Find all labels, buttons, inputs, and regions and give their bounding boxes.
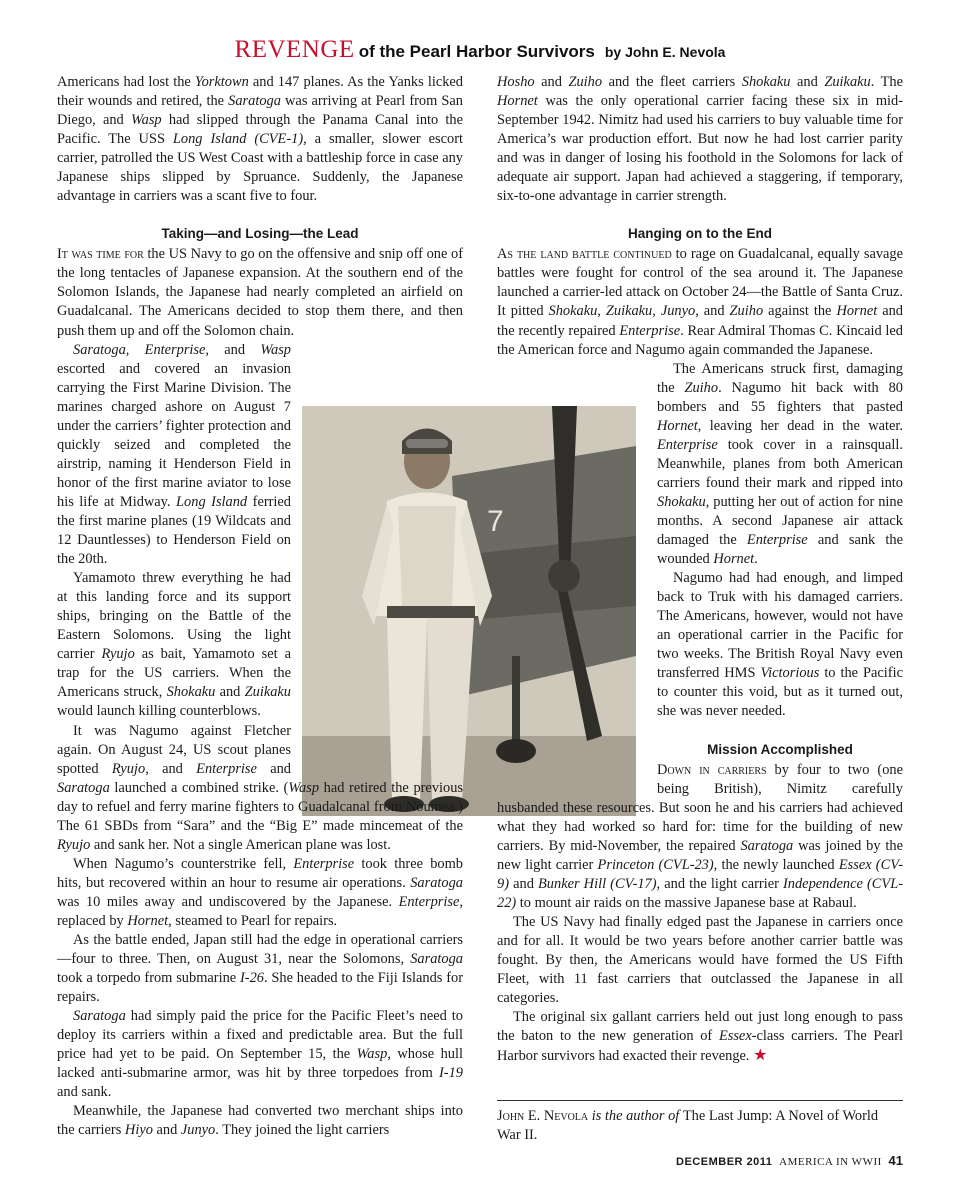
italic-title: Hornet (657, 417, 698, 434)
italic-title: Saratoga (73, 341, 126, 358)
right-paragraph-4: Nagumo had had enough, and limped back to Truk with his damaged carriers. The Americans, however, would not have an operational carrier in the Pacific for two weeks. The British Royal Navy even transferred HMS Victorious to the Pacific to counter this void, but as it turned out, she was never needed. (657, 570, 903, 720)
headline-revenge: REVENGE (234, 36, 355, 63)
italic-title: Bunker Hill (CV-17) (538, 875, 657, 892)
italic-title: Ryujo (111, 760, 146, 777)
footer-magazine: AMERICA IN WWII (779, 1156, 882, 1168)
italic-title: Princeton (CVL-23) (597, 856, 714, 873)
svg-text:7: 7 (487, 505, 504, 538)
italic-title: Long Island (CVE-1) (172, 131, 304, 148)
italic-title: Essex (CV-9) (497, 856, 903, 892)
italic-title: Enterprise (657, 436, 718, 453)
right-paragraph-2-body: to rage on Guadalcanal, equally savage battles were fought for control of the sea around it. The Japanese launched a carrier-led attack on October 24—the Battle of Santa Cruz. It pitted Shokaku, Zuikaku, Junyo, and Zuiho against the Hornet and the recently repaired Enterprise. Rear Admiral Thomas C. Kincaid led the American force and Nagumo again commanded the Japanese. (497, 246, 904, 358)
italic-title: Enterprise (746, 532, 808, 549)
italic-title: Saratoga (57, 779, 110, 796)
italic-title: Zuikaku (605, 303, 653, 320)
bio-book: The Last Jump: A Novel of World War II. (497, 1108, 879, 1143)
page-number: 41 (888, 1153, 903, 1168)
italic-title: Shokaku (741, 74, 791, 90)
section-heading-taking-and-losing: Taking—and Losing—the Lead (161, 226, 359, 242)
italic-title: Shokaku (166, 684, 216, 701)
italic-title: Hosho (497, 74, 535, 90)
italic-title: Enterprise (144, 341, 206, 358)
italic-title: Junyo (660, 303, 696, 320)
italic-title: Enterprise (293, 855, 355, 872)
italic-title: Yorktown (194, 74, 249, 90)
left-paragraph-8: Saratoga had simply paid the price for the Pacific Fleet’s need to deploy its carriers within a fixed and predictable area. But the full price had yet to be paid. On September 15, the Wasp, whose hull lacked anti-submarine armor, was hit by three torpedoes from I-19 and sank. (57, 1008, 464, 1101)
italic-title: Hornet (497, 93, 538, 110)
headline-subtitle: of the Pearl Harbor Survivors (358, 42, 595, 61)
italic-title: Wasp (288, 779, 320, 796)
italic-title: I-26 (239, 970, 264, 987)
italic-title: Independence (CVL-22) (497, 875, 903, 911)
section-heading-hanging-on: Hanging on to the End (628, 226, 772, 242)
right-paragraph-5 (497, 761, 903, 913)
italic-title: Enterprise (398, 893, 460, 910)
left-paragraph-9: Meanwhile, the Japanese had converted two merchant ships into the carriers Hiyo and Junyo. They joined the light carriers (57, 1103, 463, 1139)
italic-title: Shokaku (548, 303, 598, 320)
lead-in: As the land battle continued (497, 246, 672, 263)
italic-title: Zuikaku (244, 684, 291, 701)
left-paragraph-4: Yamamoto threw everything he had at this landing force and its support ships, bringing on the Battle of the Eastern Solomons. Using the light carrier Ryujo as bait, Yamamoto set a trap for the US carriers. When the Americans struck, Shokaku and Zuikaku would launch killing counterblows. (57, 570, 291, 720)
byline: by John E. Nevola (604, 44, 726, 60)
article-header (0, 36, 960, 64)
italic-title: Enterprise (196, 760, 257, 777)
right-paragraph-5-body: by four to two (one being British), Nimitz carefully husbanded these resources. But soon he and his carriers had achieved what they had worked so hard for: time for the building of new carriers. By mid-November, the repaired Saratoga was joined by the new light carrier Princeton (CVL-23), the newly launched Essex (CV-9) and Bunker Hill (CV-17), and the light carrier Independence (CVL-22) to mount air raids on the massive Japanese base at Rabaul. (497, 761, 903, 911)
italic-title: Saratoga (410, 874, 463, 891)
left-paragraph-5: It was Nagumo against Fletcher again. On August 24, US scout planes spotted Ryujo, and Enterprise and Saratoga launched a combined strike. (Wasp had retired the previous day to refuel and ferry marine fighters to Guadalcanal from Noumea.) The 61 SBDs from “Sara” and the “Big E” made mincemeat of the Ryujo and sank her. Not a single American plane was lost. (57, 722, 464, 853)
right-paragraph-3-body: The Americans struck first, damaging the Zuiho. Nagumo hit back with 80 bombers and 55 fighters that pasted Hornet, leaving her dead in the water. Enterprise took cover in a rainsquall. Meanwhile, planes from both American carriers found their mark and ripped into Shokaku, putting her out of action for nine months. A second Japanese air attack damaged the Enterprise and sank the wounded Hornet. (657, 360, 904, 568)
lead-in: It was time for (57, 246, 144, 263)
right-paragraph-2 (497, 245, 903, 359)
italic-title: Saratoga (740, 837, 794, 854)
lead-in: Down in carriers (657, 761, 767, 778)
photo-wrap-spacer (497, 360, 657, 783)
italic-title: Hornet (713, 551, 755, 568)
right-paragraph-3 (497, 360, 903, 570)
italic-title: Zuiho (684, 379, 719, 396)
end-star-icon: ★ (753, 1047, 768, 1065)
left-paragraph-6: When Nagumo’s counterstrike fell, Enterprise took three bomb hits, but recovered within an hour to resume air operations. Saratoga was 10 miles away and undiscovered by the Japanese. Enterprise, replaced by Hornet, steamed to Pearl for repairs. (57, 855, 464, 929)
italic-title: Long Island (176, 493, 248, 510)
right-paragraph-1: Hosho and Zuiho and the fleet carriers Shokaku and Zuikaku. The Hornet was the only operational carrier facing these six in mid-September 1942. Nimitz had used his carriers to buy valuable time for America’s war production effort. But now he had lost carrier parity and was in danger of losing his foothold in the Solomons for lack of adequate air support. Japan had achieved a staggering, if temporary, six-to-one advantage in carrier strength. (497, 74, 903, 205)
italic-title: Hornet (836, 303, 878, 320)
bio-author: John E. Nevola (497, 1108, 589, 1124)
italic-title: Zuiho (729, 303, 764, 320)
italic-title: Hiyo (124, 1122, 153, 1139)
italic-title: Enterprise (619, 322, 681, 339)
italic-title: Shokaku (657, 493, 706, 510)
italic-title: Wasp (356, 1046, 388, 1063)
right-paragraph-6: The US Navy had finally edged past the Japanese in carriers once and for all. It would be two years before another carrier battle was fought. By then, the Americans would have formed the US Fifth Fleet, with 11 fast carriers that outclassed the Japanese in all categories. (497, 913, 903, 1007)
italic-title: Zuiho (568, 74, 603, 90)
left-paragraph-1: Americans had lost the Yorktown and 147 planes. As the Yanks licked their wounds and retired, the Saratoga was arriving at Pearl from San Diego, and Wasp had slipped through the Panama Canal into the Pacific. The USS Long Island (CVE-1), a smaller, slower escort carrier, patrolled the US West Coast with a battleship force in case any Japanese ships slipped by Spruance. Suddenly, the Japanese advantage in carriers was a scant five to four. (57, 74, 464, 205)
bio-mid: is the author of (588, 1108, 683, 1124)
section-heading-mission-accomplished: Mission Accomplished (707, 741, 853, 757)
italic-title: Junyo (180, 1122, 216, 1139)
italic-title: Victorious (760, 665, 820, 682)
italic-title: Hornet (127, 912, 169, 929)
italic-title: Saratoga (410, 951, 463, 968)
left-paragraph-2-body: the US Navy to go on the offensive and snip off one of the long tentacles of Japanese expansion. At the southern end of the Solomon Islands, the Japanese had nearly completed an airfield on Guadalcanal. The Americans decided to stop them there, and then push them up and off the Solomon chain. (57, 246, 463, 339)
italic-title: Zuikaku (824, 74, 871, 90)
left-paragraph-3-body: Saratoga, Enterprise, and Wasp escorted and covered an invasion carrying the First Marine Division. The marines charged ashore on August 7 under the carriers’ fighter protection and quickly seized and completed the airstrip, naming it Henderson Field in honor of the first marine aviator to lose his life at Midway. Long Island ferried the first marine planes (19 Wildcats and 12 Dauntlesses) to Henderson Field on the 20th. (57, 341, 291, 568)
italic-title: I-19 (439, 1065, 463, 1082)
right-paragraph-7 (497, 1008, 903, 1066)
left-paragraph-3 (57, 341, 463, 570)
italic-title: Ryujo (101, 646, 135, 663)
left-column (57, 73, 463, 1141)
photo-wrap-spacer (291, 341, 463, 764)
italic-title: Essex (718, 1028, 752, 1045)
author-bio (497, 1100, 903, 1145)
left-paragraph-2 (57, 245, 463, 340)
footer-date: DECEMBER 2011 (676, 1156, 773, 1168)
left-paragraph-7: As the battle ended, Japan still had the edge in operational carriers—four to three. Then, on August 31, near the Solomons, Saratoga took a torpedo from submarine I-26. She headed to the Fiji Islands for repairs. (57, 932, 463, 1006)
italic-title: Saratoga (228, 93, 281, 110)
right-column (497, 73, 903, 1066)
right-paragraph-7-body: The original six gallant carriers held out just long enough to pass the baton to the new generation of Essex-class carriers. The Pearl Harbor survivors had exacted their revenge. (497, 1009, 903, 1065)
italic-title: Wasp (260, 341, 291, 358)
italic-title: Ryujo (57, 836, 91, 853)
page-footer (676, 1153, 903, 1168)
italic-title: Wasp (130, 112, 162, 129)
italic-title: Saratoga (73, 1008, 126, 1025)
